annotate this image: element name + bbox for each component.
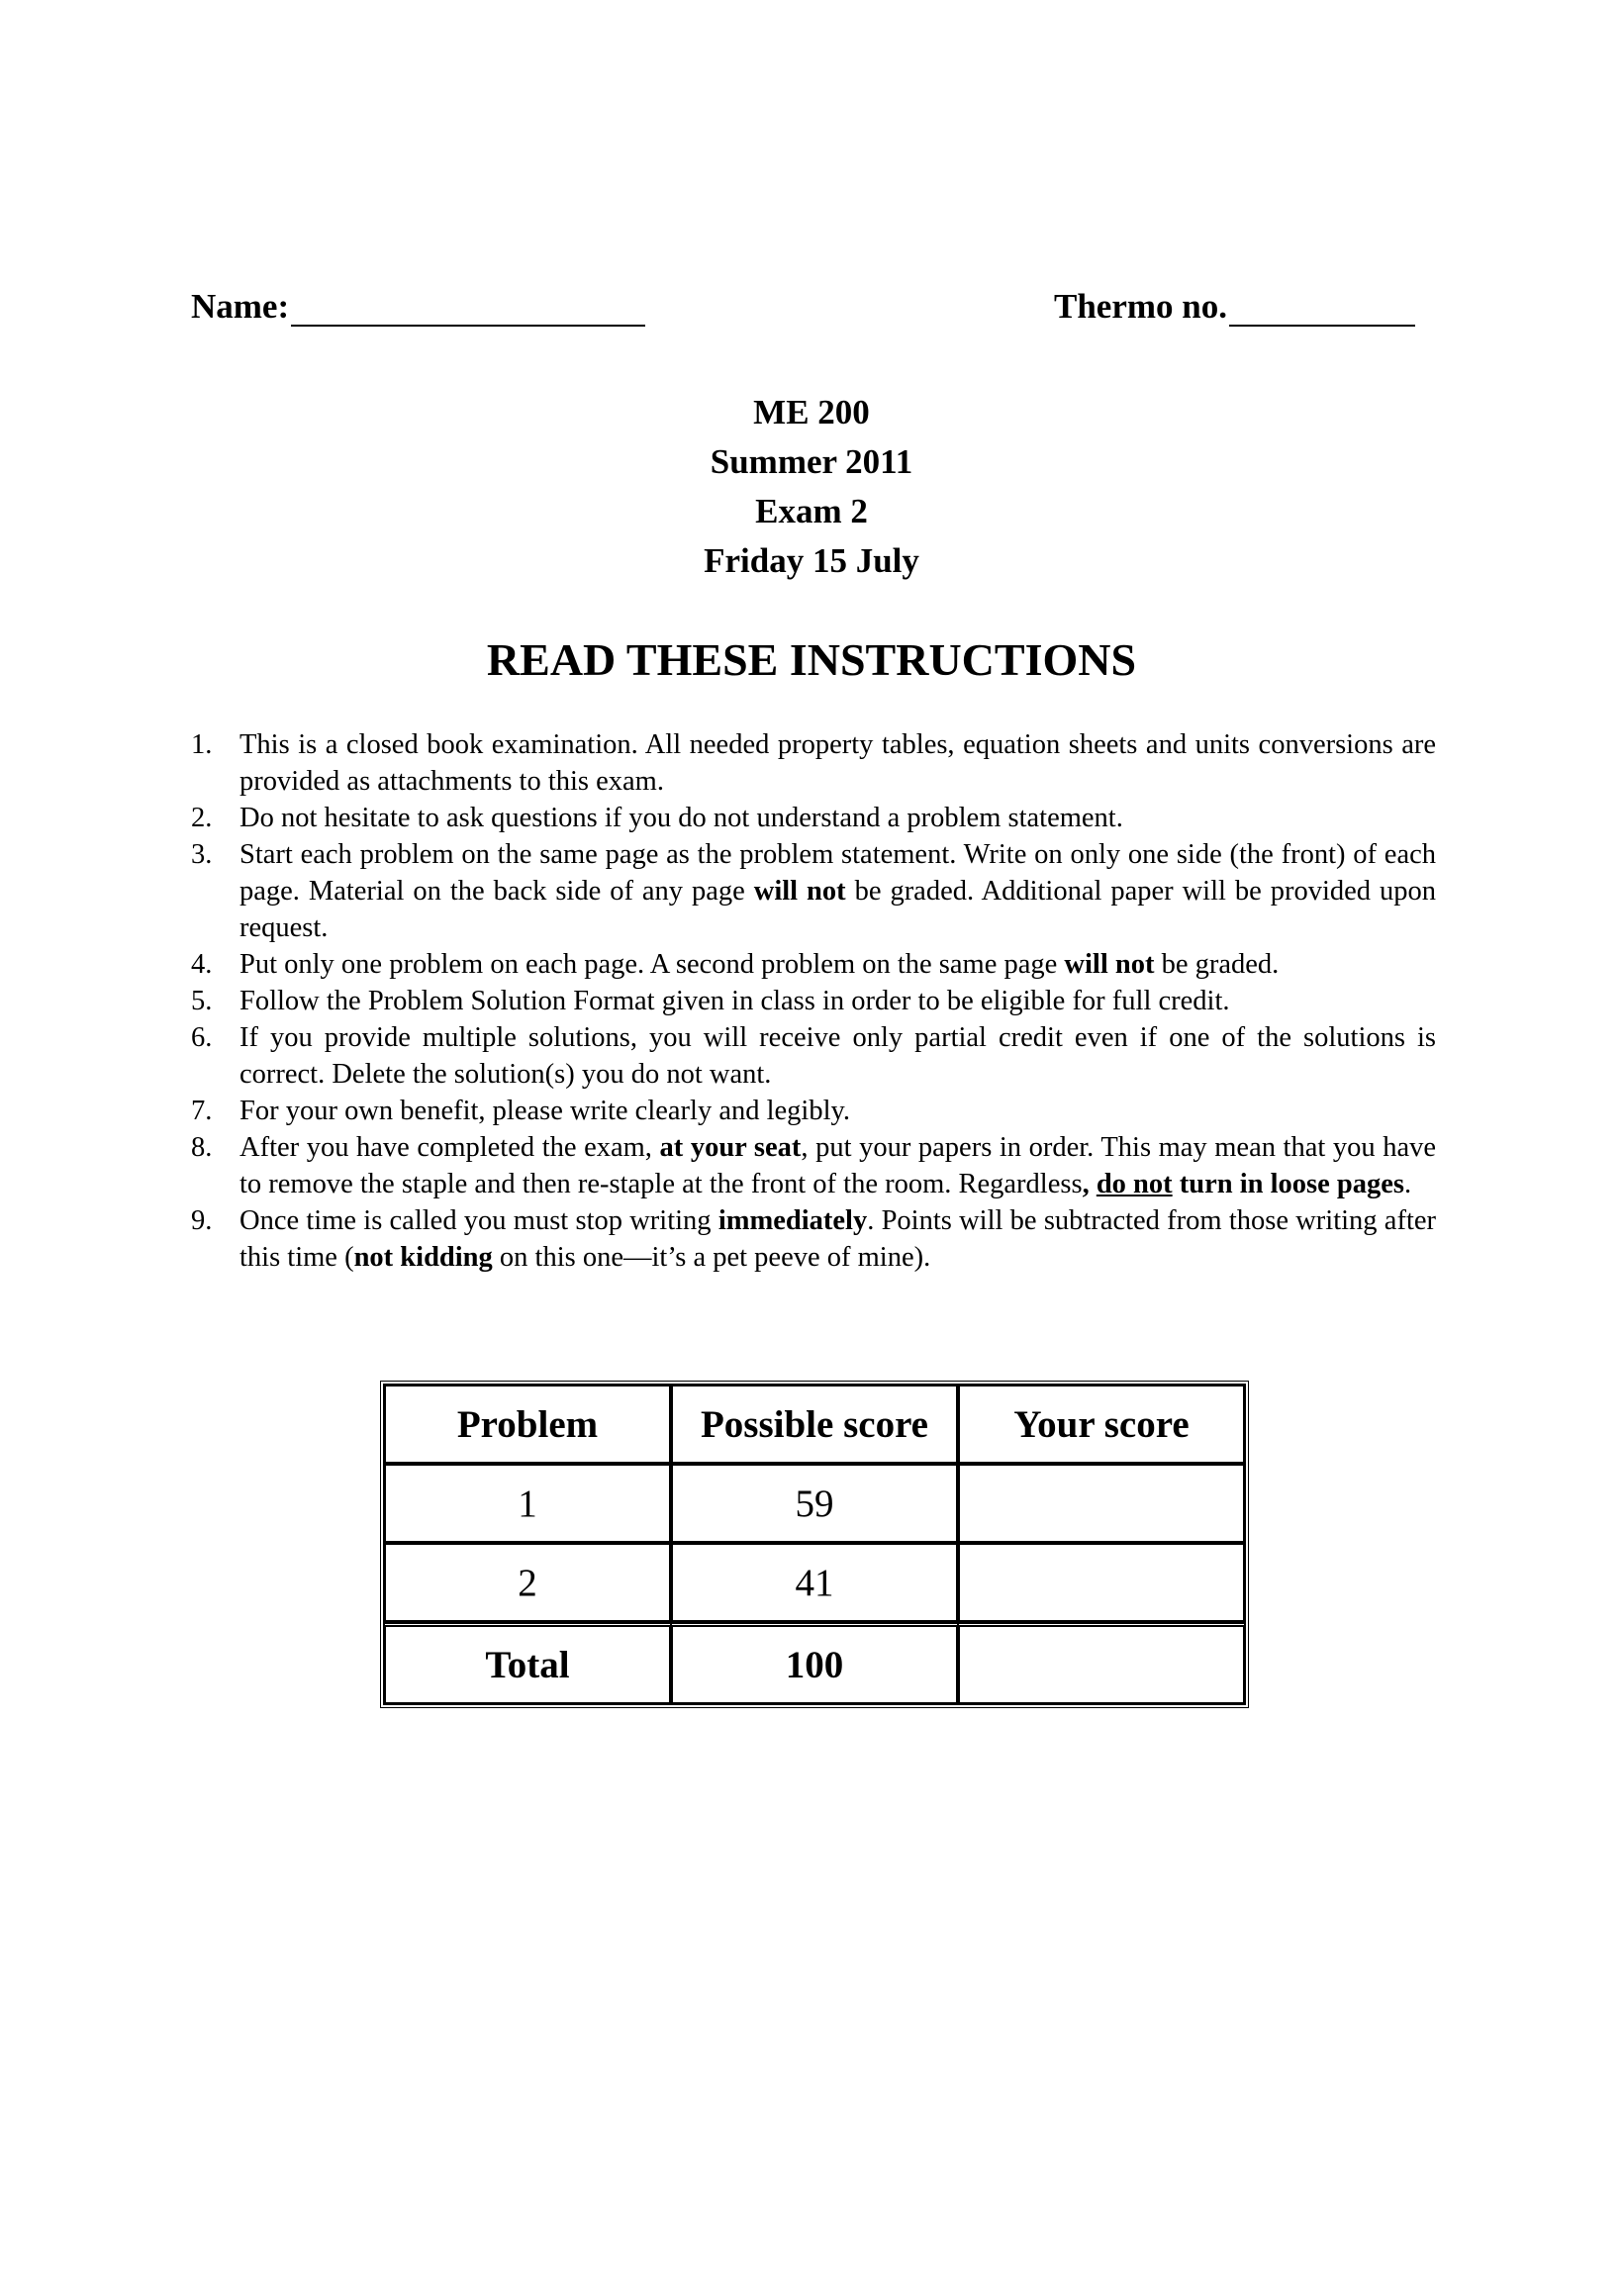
instruction-text-part: on this one—it’s a pet peeve of mine). (492, 1242, 931, 1273)
instruction-number: 2. (191, 803, 213, 833)
instruction-text (239, 1205, 1436, 1273)
instruction-text-part: . (1404, 1169, 1412, 1199)
name-label: Name: (191, 287, 290, 326)
instruction-number: 6. (191, 1022, 213, 1053)
instruction-item (191, 1202, 1436, 1276)
instruction-text-part: Once time is called you must stop writing (239, 1205, 718, 1236)
instruction-text (239, 986, 1230, 1016)
instruction-text-part: For your own benefit, please write clearly and legibly. (239, 1096, 851, 1126)
emphasis-text: do not (1096, 1169, 1173, 1199)
emphasis-text: not kidding (353, 1242, 493, 1273)
instruction-text (239, 1096, 850, 1126)
header-your-score: Your score (958, 1385, 1245, 1464)
instruction-text-part: be graded. (1154, 949, 1280, 980)
table-row (384, 1464, 1245, 1543)
instruction-text-part: be graded. Additional paper will be provided upon request. (239, 876, 1436, 943)
instruction-text-part: , put your papers in order. This may mean that you have to remove the staple and then re-staple at the front of the room. Regardless (239, 1132, 1436, 1199)
instruction-text-part: If you provide multiple solutions, you will receive only partial credit even if one of the solutions is correct. Delete the solution(s) you do not want. (239, 1022, 1436, 1090)
instruction-number: 9. (191, 1205, 213, 1236)
problem-cell: 2 (384, 1543, 671, 1622)
course-term: Summer 2011 (710, 442, 913, 481)
emphasis-text: will not (753, 876, 846, 907)
emphasis-text: immediately (717, 1205, 868, 1236)
exam-date: Friday 15 July (704, 541, 919, 580)
thermo-blank-line[interactable] (1229, 289, 1415, 327)
instruction-text-part: . Points will be subtracted from those writing after this time ( (239, 1205, 1436, 1273)
instruction-item (191, 1019, 1436, 1093)
instruction-item (191, 800, 1436, 836)
score-table-header-row (384, 1385, 1245, 1464)
instruction-text-part: Start each problem on the same page as the problem statement. Write on only one side (the front) of each page. Material on the back side of any page (239, 839, 1436, 907)
instruction-text (239, 1022, 1436, 1090)
emphasis-text: , (1082, 1169, 1097, 1199)
emphasis-text: at your seat (659, 1132, 802, 1163)
total-label: Total (384, 1622, 671, 1704)
instruction-text-part: Do not hesitate to ask questions if you do not understand a problem statement. (239, 803, 1123, 833)
instruction-text-part: Follow the Problem Solution Format given in class in order to be eligible for full credit. (239, 986, 1230, 1016)
instruction-text-part: Put only one problem on each page. A second problem on the same page (239, 949, 1065, 980)
instruction-text-part: After you have completed the exam, (239, 1132, 660, 1163)
instruction-text (239, 1132, 1436, 1199)
your-score-cell[interactable] (958, 1543, 1245, 1622)
instruction-text (239, 839, 1436, 943)
instruction-item (191, 983, 1436, 1019)
instruction-text-part: This is a closed book examination. All needed property tables, equation sheets and units conversions are provided as attachments to this exam. (239, 729, 1436, 797)
header-row (191, 287, 1428, 336)
instruction-text (239, 949, 1279, 980)
total-possible-score: 100 (671, 1622, 958, 1704)
instruction-number: 1. (191, 729, 213, 760)
instruction-number: 7. (191, 1096, 213, 1126)
emphasis-text: turn in loose pages (1172, 1169, 1405, 1199)
name-block (191, 287, 645, 327)
exam-number: Exam 2 (755, 492, 868, 530)
instructions-title: READ THESE INSTRUCTIONS (486, 634, 1137, 685)
thermo-label: Thermo no. (1054, 287, 1227, 326)
possible-score-cell: 59 (671, 1464, 958, 1543)
instruction-item (191, 836, 1436, 946)
total-row (384, 1622, 1245, 1704)
instruction-number: 5. (191, 986, 213, 1016)
instruction-text (239, 803, 1123, 833)
instruction-item (191, 946, 1436, 983)
problem-cell: 1 (384, 1464, 671, 1543)
possible-score-cell: 41 (671, 1543, 958, 1622)
emphasis-text: will not (1064, 949, 1155, 980)
instruction-number: 3. (191, 839, 213, 870)
instructions-list (191, 726, 1436, 1276)
instruction-item (191, 1093, 1436, 1129)
instruction-number: 4. (191, 949, 213, 980)
total-your-score[interactable] (958, 1622, 1245, 1704)
your-score-cell[interactable] (958, 1464, 1245, 1543)
score-table (380, 1381, 1249, 1708)
table-row (384, 1543, 1245, 1622)
name-blank-line[interactable] (291, 289, 645, 327)
instruction-number: 8. (191, 1132, 213, 1163)
instruction-item (191, 1129, 1436, 1202)
header-possible-score: Possible score (671, 1385, 958, 1464)
thermo-block (1054, 287, 1415, 327)
instruction-text (239, 729, 1436, 797)
header-problem: Problem (384, 1385, 671, 1464)
course-info (0, 388, 1623, 586)
instruction-item (191, 726, 1436, 800)
course-code: ME 200 (753, 393, 870, 431)
